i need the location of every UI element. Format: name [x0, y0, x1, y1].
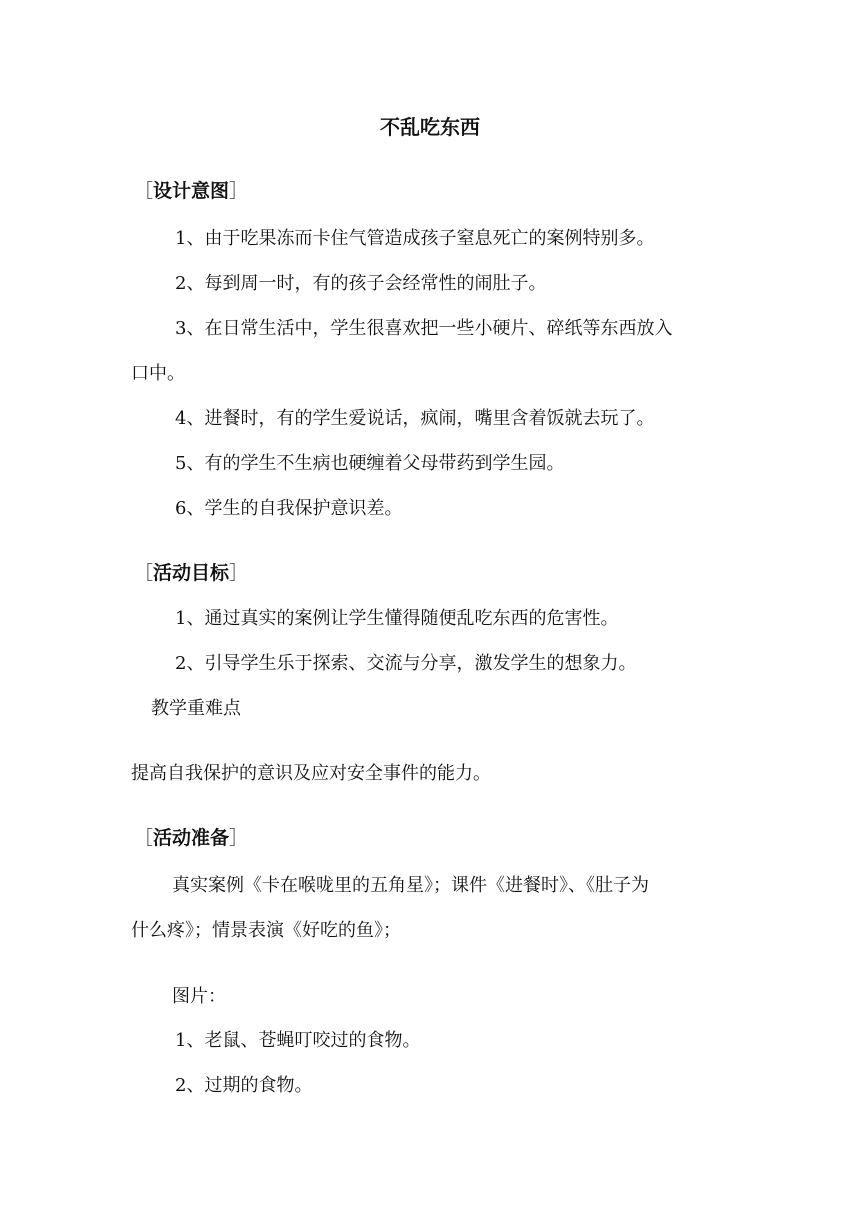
- right-bracket: ］: [229, 562, 249, 584]
- goal-item-2: 2、引导学生乐于探索、交流与分享，激发学生的想象力。: [175, 653, 637, 674]
- left-bracket: ［: [134, 827, 154, 849]
- preparation-line-1: 真实案例《卡在喉咙里的五角星》；课件《进餐时》、《肚子为: [172, 875, 649, 896]
- picture-item-1: 1、老鼠、苍蝇叮咬过的食物。: [175, 1030, 421, 1051]
- section-heading-label: 设计意图: [153, 180, 230, 202]
- key-points-heading: 教学重难点: [151, 698, 241, 719]
- design-intent-item-2: 2、每到周一时，有的孩子会经常性的闹肚子。: [175, 273, 547, 294]
- goal-item-1: 1、通过真实的案例让学生懂得随便乱吃东西的危害性。: [175, 608, 619, 629]
- design-intent-item-3: 3、在日常生活中，学生很喜欢把一些小硬片、碎纸等东西放入: [175, 318, 673, 339]
- design-intent-item-5: 5、有的学生不生病也硬缠着父母带药到学生园。: [175, 453, 565, 474]
- section-heading-label: 活动准备: [153, 827, 230, 849]
- section-heading-goals: [134, 560, 248, 586]
- picture-item-2: 2、过期的食物。: [175, 1075, 313, 1096]
- design-intent-item-6: 6、学生的自我保护意识差。: [175, 498, 403, 519]
- right-bracket: ］: [229, 827, 249, 849]
- document-title: 不乱吃东西: [380, 115, 480, 139]
- section-heading-design-intent: [134, 178, 248, 204]
- right-bracket: ］: [229, 180, 249, 202]
- section-heading-preparation: [134, 825, 248, 851]
- preparation-line-2: 什么疼》；情景表演《好吃的鱼》；: [131, 920, 401, 941]
- design-intent-item-1: 1、由于吃果冻而卡住气管造成孩子窒息死亡的案例特别多。: [175, 228, 655, 249]
- key-points-text: 提高自我保护的意识及应对安全事件的能力。: [131, 763, 491, 784]
- pictures-label: 图片：: [172, 986, 226, 1007]
- section-heading-label: 活动目标: [153, 562, 230, 584]
- left-bracket: ［: [134, 180, 154, 202]
- design-intent-item-4: 4、进餐时，有的学生爱说话，疯闹，嘴里含着饭就去玩了。: [175, 408, 655, 429]
- design-intent-item-3-cont: 口中。: [131, 363, 185, 384]
- left-bracket: ［: [134, 562, 154, 584]
